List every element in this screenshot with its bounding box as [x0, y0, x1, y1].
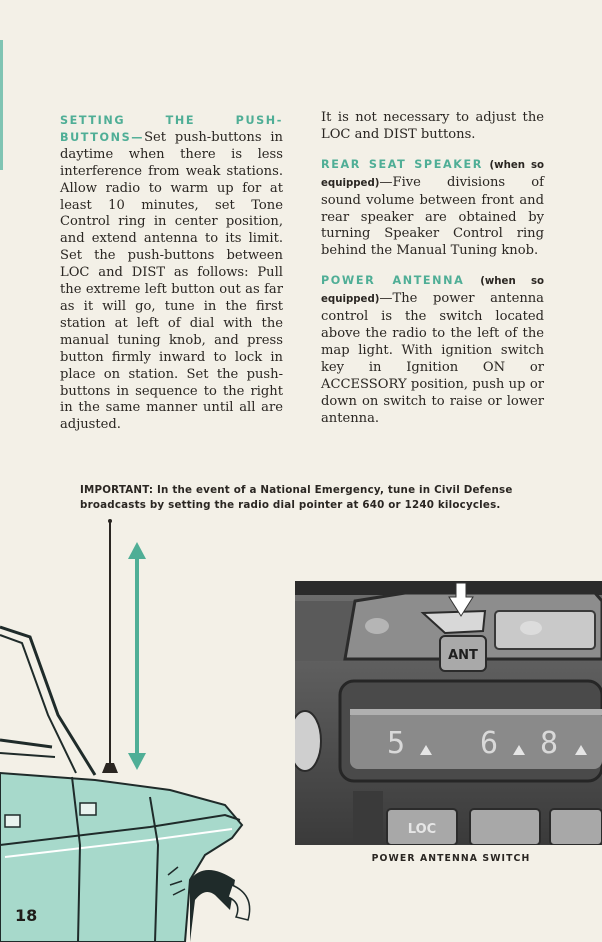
right-column	[321, 110, 544, 427]
power-antenna-equipped-note: (when so equipped)	[321, 276, 545, 306]
rear-speaker-text: —Five divisions of sound volume between front and rear speaker are obtained by turning Speaker Control ring behind the Manual Tuning knob.	[321, 174, 544, 259]
rear-speaker-equipped-note: (when so equipped)	[321, 159, 545, 189]
rear-speaker-heading: REAR SEAT SPEAKER	[321, 157, 483, 171]
left-edge-rule	[0, 40, 3, 170]
loc-dist-note: It is not necessary to adjust the LOC and DIST buttons.	[321, 110, 544, 142]
dial-number-5: 5	[387, 726, 406, 761]
power-antenna-switch-photo	[295, 581, 602, 845]
rear-speaker-paragraph	[321, 157, 544, 260]
dial-number-8: 8	[540, 726, 559, 761]
photo-caption: POWER ANTENNA SWITCH	[371, 853, 531, 864]
push-buttons-paragraph	[60, 113, 283, 434]
car-antenna-illustration	[0, 515, 270, 942]
left-column	[60, 113, 283, 434]
loc-button-label: LOC	[407, 822, 437, 837]
important-notice: IMPORTANT: In the event of a National Emergency, tune in Civil Defense broadcasts by setting the radio dial pointer at 640 or 1240 kilocycles.	[80, 484, 513, 511]
power-antenna-text: —The power antenna control is the switch located above the radio to the left of the map light. With ignition switch key in Ignition ON or ACCESSORY position, push up or down on switch to raise or lower antenna.	[321, 291, 544, 426]
push-buttons-heading: SETTING THE PUSH-BUTTONS—	[60, 114, 283, 144]
power-antenna-heading: POWER ANTENNA	[321, 274, 465, 288]
ant-switch-label: ANT	[448, 648, 478, 663]
push-buttons-text: Set push-buttons in daytime when there is less interference from weak stations. Allow radio to warm up for at least 10 minutes, set Tone Control ring in center position, and extend antenna to its limit. Set the push-buttons between LOC and DIST as follows: Pull the extreme left button out as far as it will go, tune in the first station at left of dial with the manual tuning knob, and press button firmly inward to lock in place on station. Set the push-buttons in sequence to the right in the same manner until all are adjusted.	[60, 129, 283, 433]
power-antenna-paragraph	[321, 273, 544, 427]
page-number: 18	[15, 906, 38, 925]
dial-number-6: 6	[480, 726, 499, 761]
